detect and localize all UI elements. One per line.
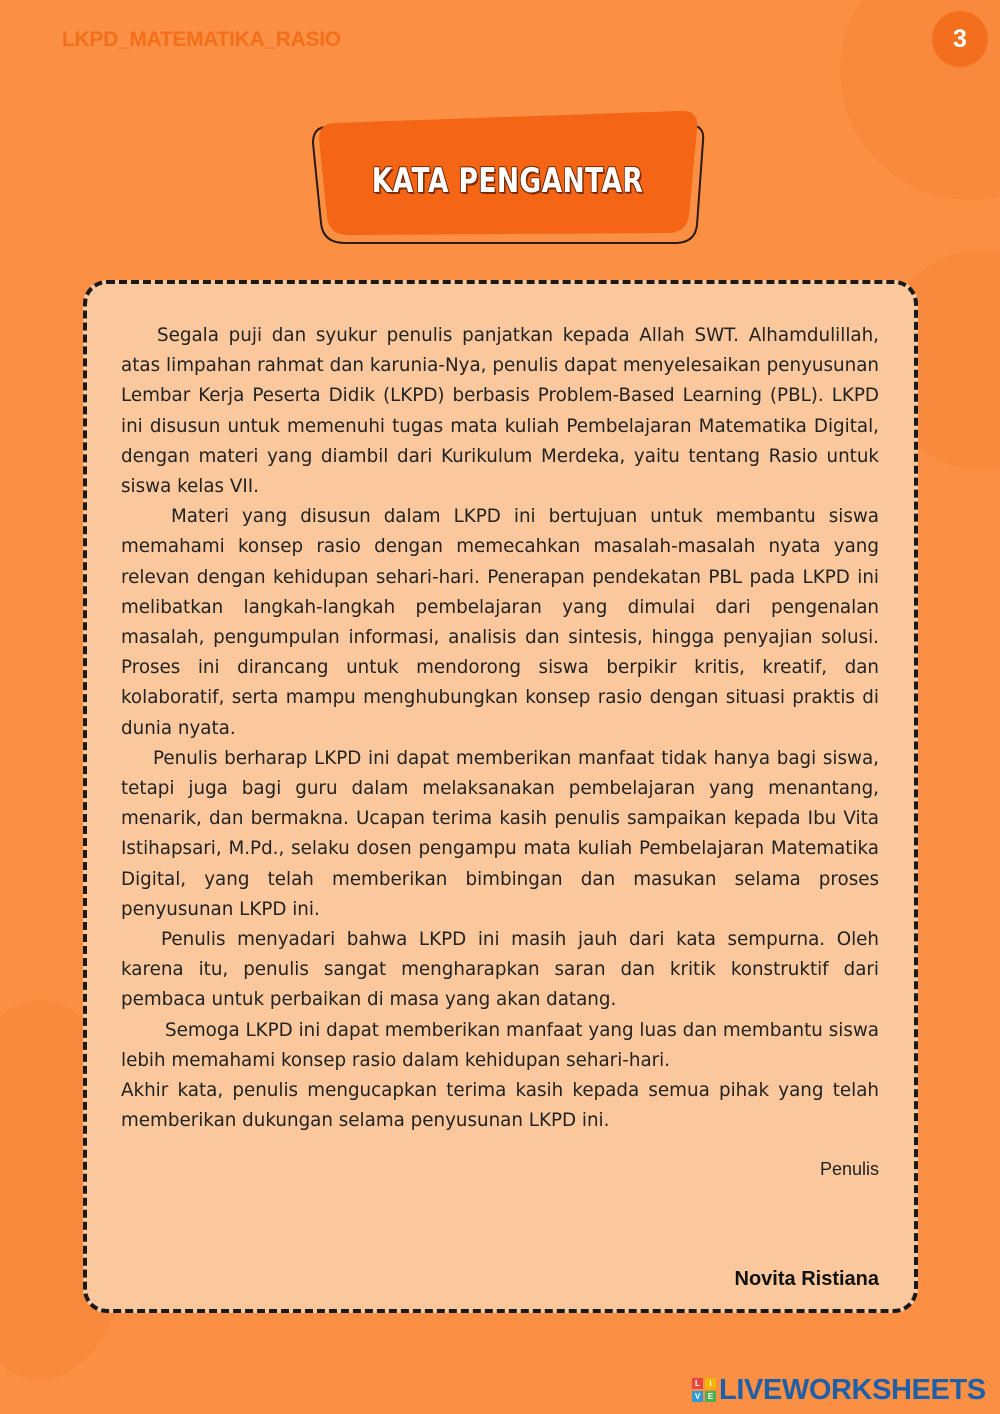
paragraph: Materi yang disusun dalam LKPD ini bertujuan untuk membantu siswa memahami konsep rasio dengan memecahkan masalah-masalah nyata yang relevan dengan kehidupan sehari-hari. Penerapan pendekatan PBL pada LKPD ini melibatkan langkah-langkah pembelajaran yang dimulai dari pengenalan masalah, pengumpulan informasi, analisis dan sintesis, hingga penyajian solusi. Proses ini dirancang untuk mendorong siswa berpikir kritis, kreatif, dan kolaboratif, serta mampu menghubungkan konsep rasio dengan situasi praktis di dunia nyata. — [121, 506, 879, 739]
paragraph: Akhir kata, penulis mengucapkan terima kasih kepada semua pihak yang telah memberikan dukungan selama penyusunan LKPD ini. — [121, 1080, 879, 1132]
liveworksheets-logo[interactable] — [692, 1373, 986, 1407]
paragraph: Semoga LKPD ini dapat memberikan manfaat yang luas dan membantu siswa lebih memahami konsep rasio dalam kehidupan sehari-hari. — [121, 1019, 879, 1071]
logo-letter: E — [705, 1391, 716, 1402]
title-banner — [305, 105, 710, 250]
foreword-body — [121, 321, 879, 1136]
liveworksheets-logo-text: LIVEWORKSHEETS — [719, 1373, 986, 1406]
author-name: Novita Ristiana — [734, 1268, 879, 1290]
logo-letter: L — [692, 1378, 703, 1389]
page-title: KATA PENGANTAR — [371, 161, 644, 201]
paragraph: Penulis berharap LKPD ini dapat memberikan manfaat tidak hanya bagi siswa, tetapi juga bagi guru dalam melaksanakan pembelajaran yang menantang, menarik, dan bermakna. Ucapan terima kasih penulis sampaikan kepada Ibu Vita Istihapsari, M.Pd., selaku dosen pengampu mata kuliah Pembelajaran Matematika Digital, yang telah memberikan bimbingan dan masukan selama proses penyusunan LKPD ini. — [121, 747, 879, 920]
logo-letter: V — [692, 1391, 703, 1402]
paragraph: Penulis menyadari bahwa LKPD ini masih jauh dari kata sempurna. Oleh karena itu, penulis sangat mengharapkan saran dan kritik konstruktif dari pembaca untuk perbaikan di masa yang akan datang. — [121, 929, 879, 1011]
logo-letter: I — [705, 1378, 716, 1389]
signature-label: Penulis — [819, 1159, 879, 1179]
paragraph: Segala puji dan syukur penulis panjatkan kepada Allah SWT. Alhamdulillah, atas limpahan rahmat dan karunia-Nya, penulis dapat menyelesaikan penyusunan Lembar Kerja Peserta Didik (LKPD) berbasis Problem-Based Learning (PBL). LKPD ini disusun untuk memenuhi tugas mata kuliah Pembelajaran Matematika Digital, dengan materi yang diambil dari Kurikulum Merdeka, yaitu tentang Rasio untuk siswa kelas VII. — [121, 325, 879, 498]
document-header-label: LKPD_MATEMATIKA_RASIO — [62, 28, 341, 51]
liveworksheets-logo-icon — [692, 1378, 716, 1402]
page-number-badge: 3 — [932, 11, 988, 67]
